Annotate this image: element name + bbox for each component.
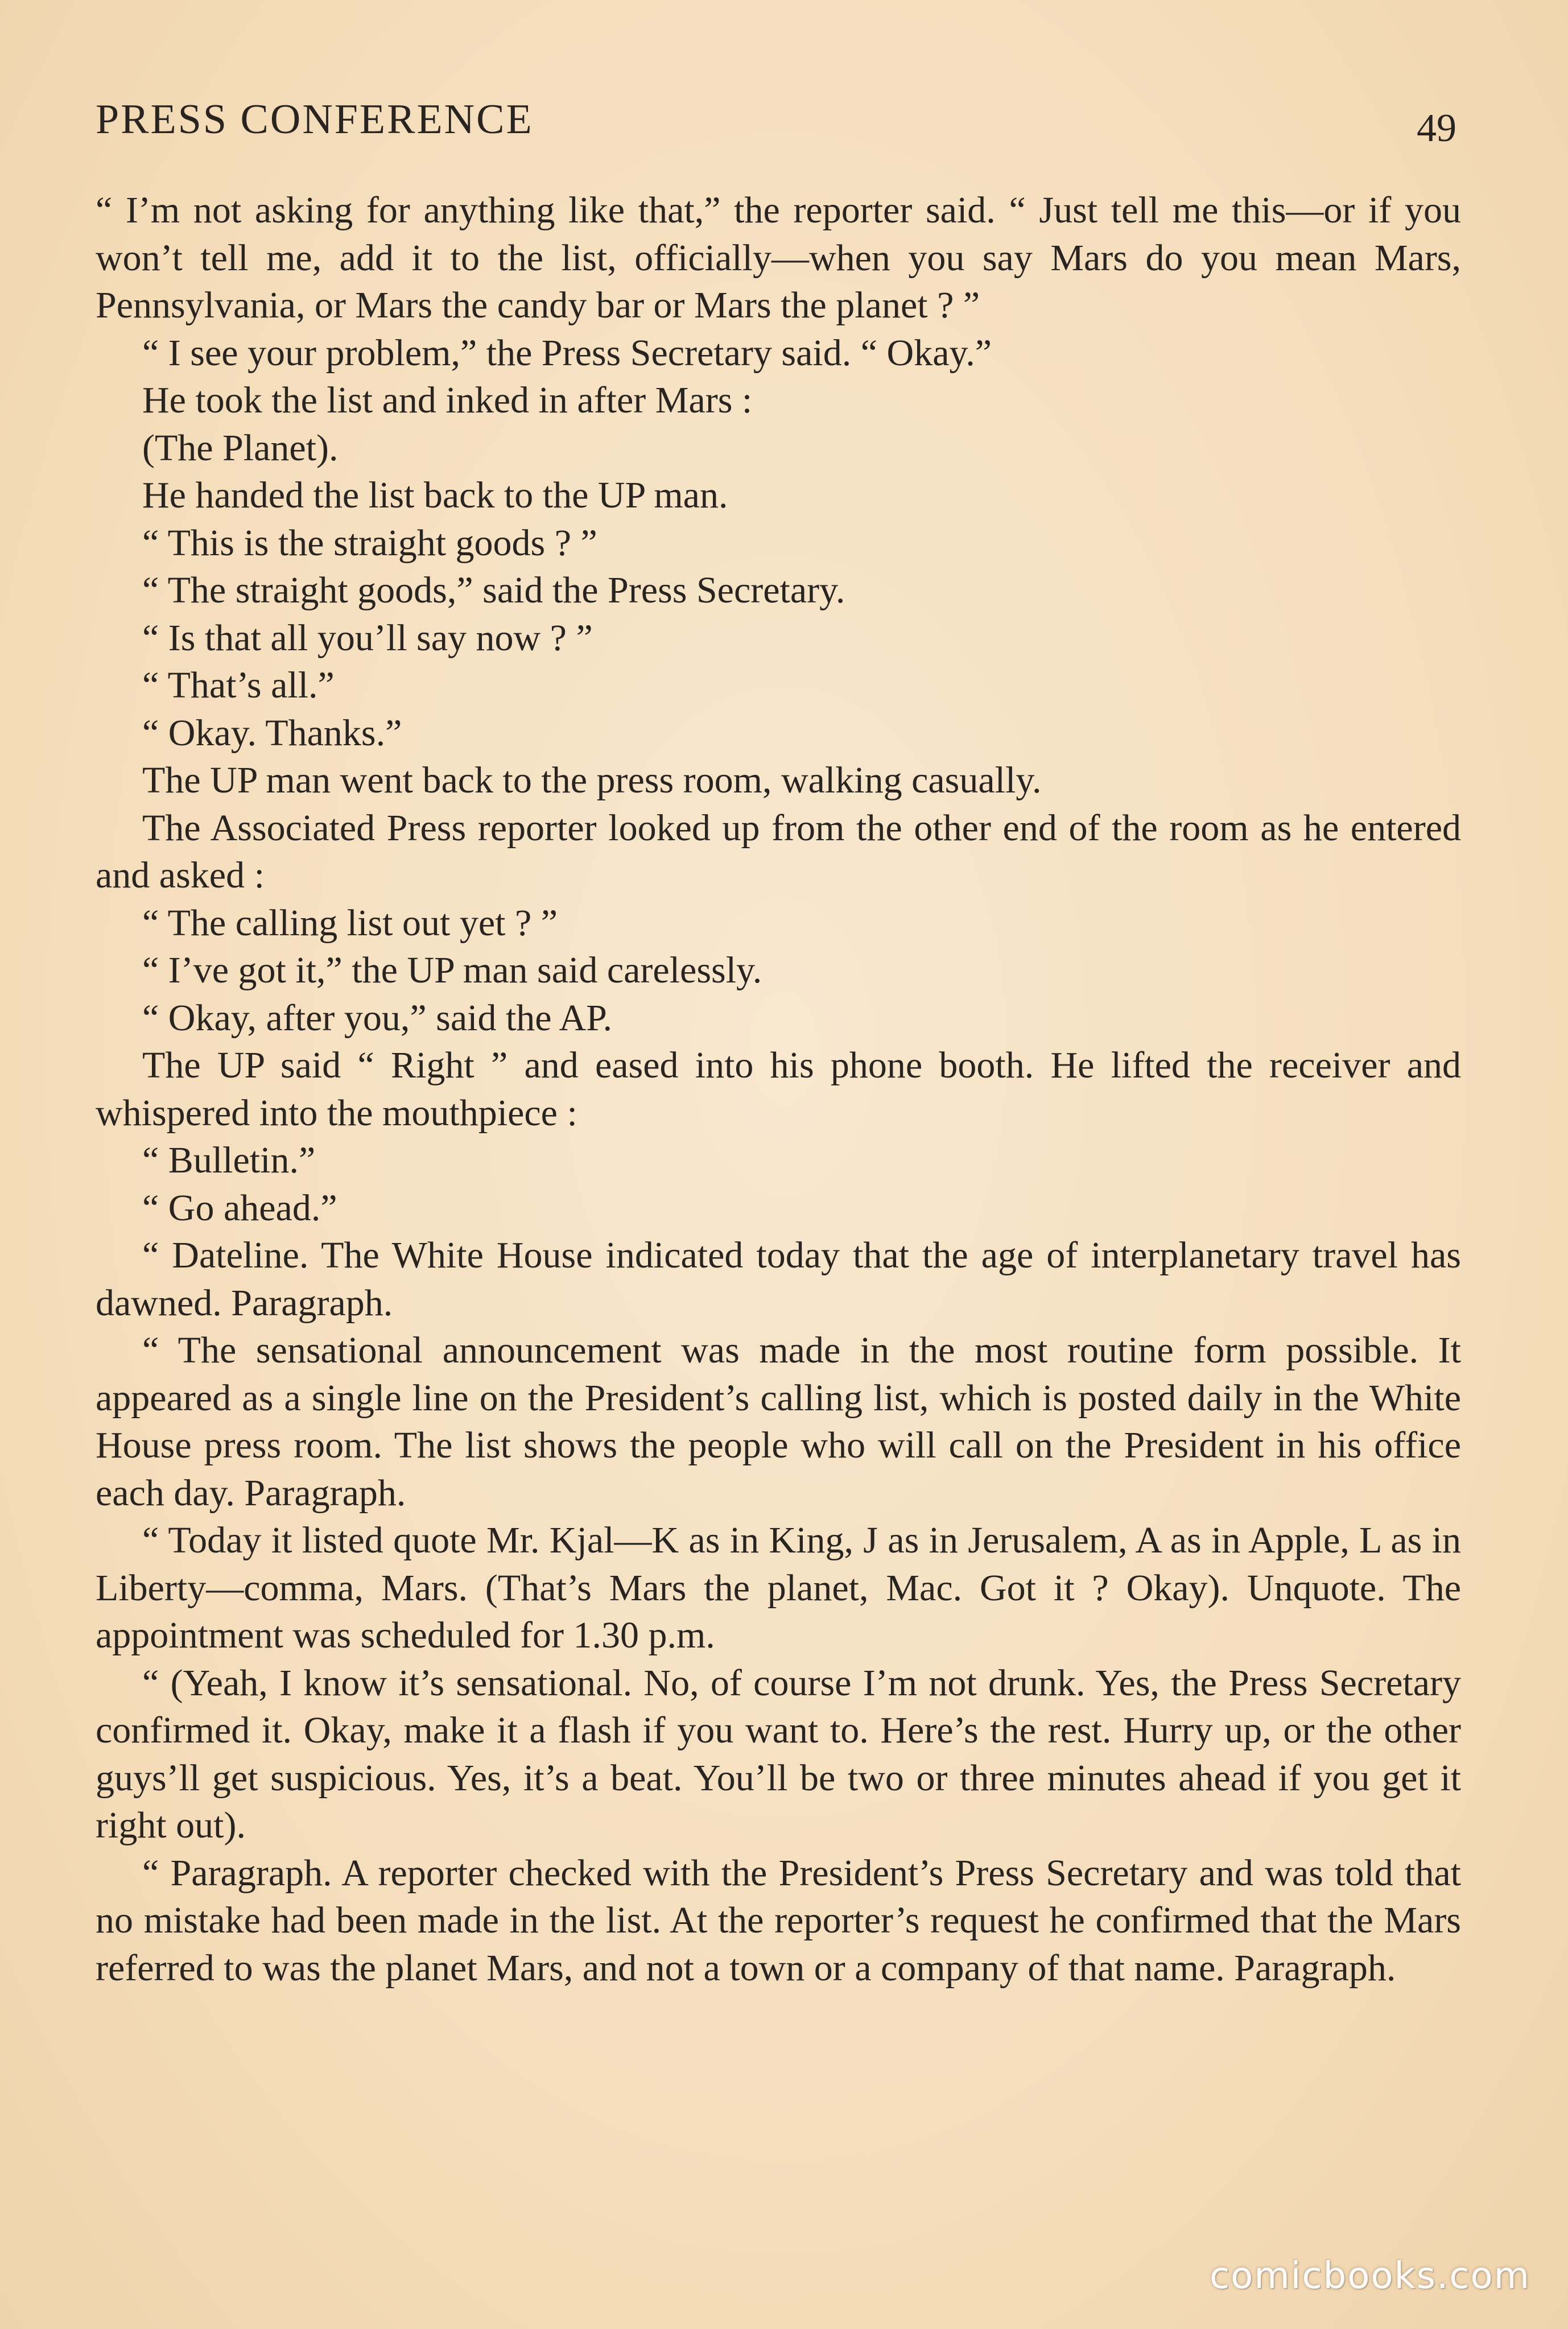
paragraph: “ (Yeah, I know it’s sensational. No, of course I’m not drunk. Yes, the Press Secretary confirmed it. Okay, make it a flash if you want to. Here’s the rest. Hurry up, or the other guys’ll get suspicious. Yes, it’s a beat. You’ll be two or three minutes ahead if you get it right out).: [96, 1662, 1461, 1846]
paragraph: “ I see your problem,” the Press Secretary said. “ Okay.”: [142, 332, 992, 374]
paragraph: “ Today it listed quote Mr. Kjal—K as in King, J as in Jerusalem, A as in Apple, L as in Liberty—comma, Mars. (That’s Mars the planet, Mac. Got it ? Okay). Unquote. The appointment was scheduled for 1.30 p.m.: [96, 1519, 1461, 1656]
watermark: comicbooks.com: [1209, 2255, 1530, 2297]
page-header: [96, 91, 1456, 148]
paragraph: He handed the list back to the UP man.: [142, 474, 728, 516]
paragraph: “ This is the straight goods ? ”: [142, 522, 597, 564]
paragraph: “ The calling list out yet ? ”: [142, 902, 558, 944]
paragraph: “ Dateline. The White House indicated today that the age of interplanetary travel has dawned. Paragraph.: [96, 1234, 1461, 1324]
body-text: [96, 187, 1461, 1992]
paragraph: “ Okay. Thanks.”: [142, 712, 402, 754]
paragraph: “ I’ve got it,” the UP man said carelessly.: [142, 949, 762, 991]
paragraph: The Associated Press reporter looked up from the other end of the room as he entered and asked :: [96, 807, 1461, 896]
paragraph: “ I’m not asking for anything like that,” the reporter said. “ Just tell me this—or if you won’t tell me, add it to the list, officially—when you say Mars do you mean Mars, Pennsylvania, or Mars the candy bar or Mars the planet ? ”: [96, 189, 1461, 326]
paragraph: (The Planet).: [142, 427, 339, 469]
paragraph: “ That’s all.”: [142, 664, 335, 706]
paragraph: “ Paragraph. A reporter checked with the President’s Press Secretary and was told that no mistake had been made in the list. At the reporter’s request he confirmed that the Mars referred to was the planet Mars, and not a town or a company of that name. Paragraph.: [96, 1852, 1461, 1989]
paragraph: “ Go ahead.”: [142, 1187, 337, 1229]
page-number: 49: [1417, 106, 1456, 150]
paragraph: “ The straight goods,” said the Press Secretary.: [142, 569, 845, 611]
paragraph: “ Okay, after you,” said the AP.: [142, 997, 612, 1039]
paragraph: “ The sensational announcement was made in the most routine form possible. It appeared as a single line on the President’s calling list, which is posted daily in the White House press room. The list shows the people who will call on the President in his office each day. Paragraph.: [96, 1329, 1461, 1514]
paragraph: The UP said “ Right ” and eased into his phone booth. He lifted the receiver and whispered into the mouthpiece :: [96, 1044, 1461, 1134]
paragraph: “ Bulletin.”: [142, 1139, 316, 1181]
paragraph: “ Is that all you’ll say now ? ”: [142, 617, 593, 659]
running-title: PRESS CONFERENCE: [96, 96, 534, 143]
paragraph: He took the list and inked in after Mars :: [142, 379, 753, 421]
paragraph: The UP man went back to the press room, walking casually.: [142, 759, 1042, 801]
